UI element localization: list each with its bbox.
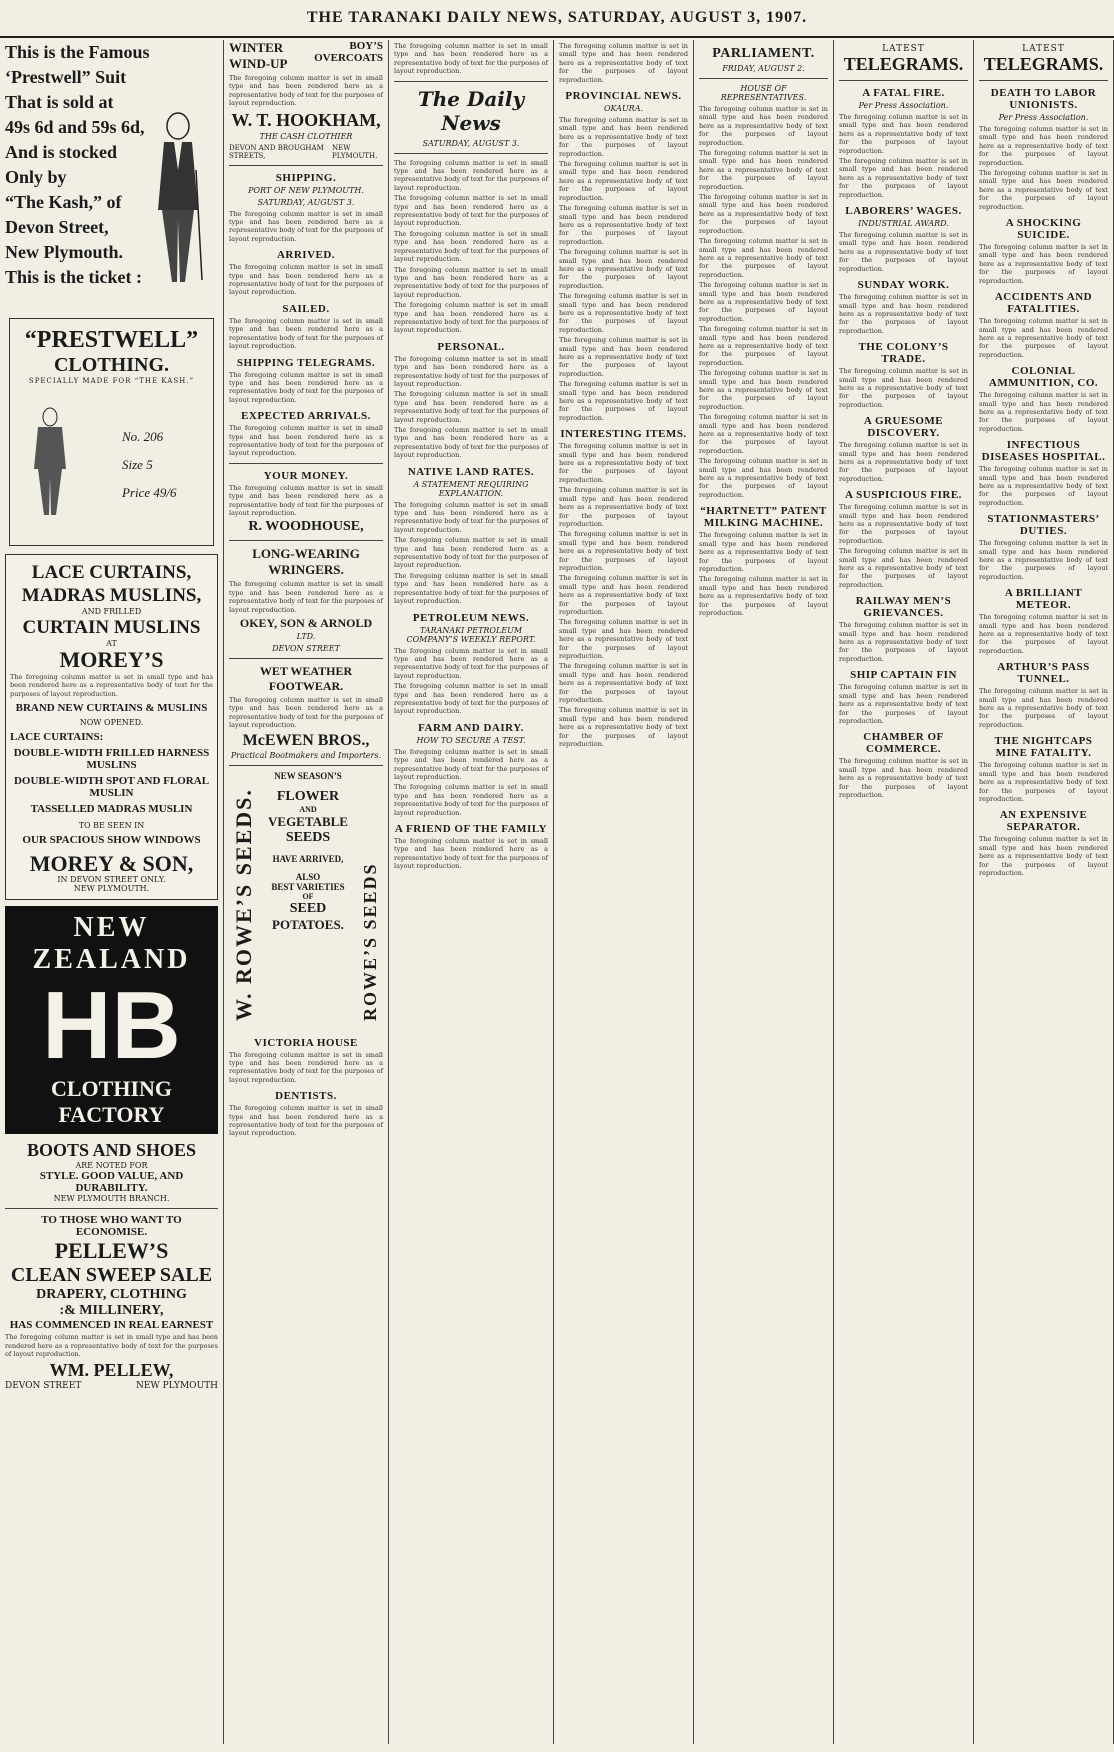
railway-heading: RAILWAY MEN’S GRIEVANCES. bbox=[855, 595, 952, 620]
morey-body: The foregoing column matter is set in small type and has been rendered here as a representative body of text for the purposes of layout reproduction. bbox=[10, 673, 213, 698]
petroleum-heading: PETROLEUM NEWS. bbox=[412, 611, 530, 624]
sunday-work-heading: SUNDAY WORK. bbox=[857, 279, 950, 292]
morey-ad bbox=[5, 554, 218, 900]
parliament-body: The foregoing column matter is set in small type and has been rendered here as a representative body of text for the purposes of layout reproduction. bbox=[699, 193, 828, 235]
double-frilled: DOUBLE-WIDTH FRILLED HARNESS MUSLINS bbox=[13, 747, 210, 772]
personal-body: The foregoing column matter is set in small type and has been rendered here as a representative body of text for the purposes of layout reproduction. bbox=[394, 390, 548, 424]
your-money-heading: YOUR MONEY. bbox=[263, 469, 349, 482]
expected-body: The foregoing column matter is set in small type and has been rendered here as a representative body of text for the purposes of layout reproduction. bbox=[229, 424, 383, 458]
okaura-body: The foregoing column matter is set in small type and has been rendered here as a representative body of text for the purposes of layout reproduction. bbox=[559, 292, 688, 334]
okey-son-arnold: OKEY, SON & ARNOLD bbox=[239, 616, 373, 630]
show-windows: OUR SPACIOUS SHOW WINDOWS bbox=[22, 834, 201, 847]
victoria-body: The foregoing column matter is set in small type and has been rendered here as a representative body of text for the purposes of layout reproduction. bbox=[229, 1050, 383, 1084]
latest-label: LATEST bbox=[882, 44, 925, 54]
commenced: HAS COMMENCED IN REAL EARNEST bbox=[9, 1319, 214, 1332]
petroleum-body: The foregoing column matter is set in small type and has been rendered here as a representative body of text for the purposes of layout reproduction. bbox=[394, 682, 548, 716]
okaura-body: The foregoing column matter is set in small type and has been rendered here as a representative body of text for the purposes of layout reproduction. bbox=[559, 336, 688, 378]
ship-captain-heading: SHIP CAPTAIN FIN bbox=[850, 669, 957, 682]
editorial-body: The foregoing column matter is set in small type and has been rendered here as a representative body of text for the purposes of layout reproduction. bbox=[394, 158, 548, 192]
column-advertisements bbox=[0, 40, 224, 1744]
sunday-body: The foregoing column matter is set in small type and has been rendered here as a representative body of text for the purposes of layout reproduction. bbox=[839, 293, 968, 335]
native-land-heading: NATIVE LAND RATES. bbox=[407, 465, 535, 478]
divider bbox=[229, 463, 383, 464]
telegrams-heading: TELEGRAMS. bbox=[983, 54, 1104, 74]
hartnett-heading: “HARTNETT” PATENT MILKING MACHINE. bbox=[700, 505, 827, 530]
wet-weather: WET WEATHER bbox=[259, 664, 353, 678]
editorial-body: The foregoing column matter is set in small type and has been rendered here as a representative body of text for the purposes of layout reproduction. bbox=[394, 301, 548, 335]
interesting-body: The foregoing column matter is set in small type and has been rendered here as a representative body of text for the purposes of layout reproduction. bbox=[559, 618, 688, 660]
divider bbox=[839, 80, 968, 81]
editorial-body: The foregoing column matter is set in small type and has been rendered here as a representative body of text for the purposes of layout reproduction. bbox=[394, 229, 548, 264]
prestwell-line: 49s 6d and 59s 6d, bbox=[5, 117, 145, 137]
parliament-body: The foregoing column matter is set in small type and has been rendered here as a representative body of text for the purposes of layout reproduction. bbox=[699, 413, 828, 455]
port-heading: PORT OF NEW PLYMOUTH. bbox=[248, 185, 364, 195]
death-body: The foregoing column matter is set in small type and has been rendered here as a representative body of text for the purposes of layout reproduction. bbox=[979, 169, 1108, 211]
arrived-body: The foregoing column matter is set in small type and has been rendered here as a representative body of text for the purposes of layout reproduction. bbox=[229, 263, 383, 297]
hookham-address: DEVON AND BROUGHAM STREETS, NEW PLYMOUTH. bbox=[229, 143, 378, 160]
interesting-body: The foregoing column matter is set in small type and has been rendered here as a representative body of text for the purposes of layout reproduction. bbox=[559, 442, 688, 484]
newspaper-title: THE TARANAKI DAILY NEWS, SATURDAY, AUGUST 3, 1907. bbox=[306, 9, 808, 26]
gruesome-body: The foregoing column matter is set in small type and has been rendered here as a representative body of text for the purposes of layout reproduction. bbox=[839, 441, 968, 483]
petroleum-sub: TARANAKI PETROLEUM COMPANY’S WEEKLY REPORT. bbox=[406, 625, 536, 644]
column-5 bbox=[694, 40, 834, 1744]
interesting-body: The foregoing column matter is set in small type and has been rendered here as a representative body of text for the purposes of layout reproduction. bbox=[559, 662, 688, 705]
qualities: STYLE. GOOD VALUE, AND DURABILITY. bbox=[39, 1170, 184, 1195]
now-opened: NOW OPENED. bbox=[79, 718, 144, 728]
parliament-body: The foregoing column matter is set in small type and has been rendered here as a representative body of text for the purposes of layout reproduction. bbox=[699, 105, 828, 147]
prestwell-line: Devon Street, bbox=[5, 217, 109, 237]
woodhouse-name: R. WOODHOUSE, bbox=[248, 519, 364, 535]
ticket-brand: “PRESTWELL” bbox=[24, 327, 199, 353]
farm-body: The foregoing column matter is set in small type and has been rendered here as a representative body of text for the purposes of layout reproduction. bbox=[394, 783, 548, 817]
rowe-seeds-ad bbox=[229, 771, 383, 1031]
column-6 bbox=[834, 40, 974, 1744]
interesting-body: The foregoing column matter is set in small type and has been rendered here as a representative body of text for the purposes of layout reproduction. bbox=[559, 530, 688, 572]
wringers-body: The foregoing column matter is set in small type and has been rendered here as a representative body of text for the purposes of layout reproduction. bbox=[229, 580, 383, 614]
divider bbox=[699, 78, 828, 79]
suspicious-body: The foregoing column matter is set in small type and has been rendered here as a representative body of text for the purposes of layout reproduction. bbox=[839, 503, 968, 545]
personal-body: The foregoing column matter is set in small type and has been rendered here as a representative body of text for the purposes of layout reproduction. bbox=[394, 426, 548, 460]
divider bbox=[394, 81, 548, 82]
editorial-body: The foregoing column matter is set in small type and has been rendered here as a representative body of text for the purposes of layout reproduction. bbox=[394, 265, 548, 299]
prestwell-line: And is stocked bbox=[5, 142, 118, 162]
long-wearing: LONG-WEARING bbox=[252, 546, 360, 562]
personal-body: The foregoing column matter is set in small type and has been rendered here as a representative body of text for the purposes of layout reproduction. bbox=[394, 354, 548, 388]
okaura-body: The foregoing column matter is set in small type and has been rendered here as a representative body of text for the purposes of layout reproduction. bbox=[559, 248, 688, 290]
cash-clothier: THE CASH CLOTHIER bbox=[259, 131, 353, 141]
hookham-name: W. T. HOOKHAM, bbox=[231, 109, 381, 130]
gruesome-heading: A GRUESOME DISCOVERY. bbox=[863, 415, 944, 440]
tasselled-madras: TASSELLED MADRAS MUSLIN bbox=[30, 803, 193, 816]
colony-trade-body: The foregoing column matter is set in small type and has been rendered here as a representative body of text for the purposes of layout reproduction. bbox=[839, 367, 968, 409]
nightcaps-heading: THE NIGHTCAPS MINE FATALITY. bbox=[994, 735, 1093, 760]
shipping-date: SATURDAY, AUGUST 3. bbox=[257, 197, 355, 207]
parliament-heading: PARLIAMENT. bbox=[712, 46, 815, 61]
accidents-body: The foregoing column matter is set in small type and has been rendered here as a representative body of text for the purposes of layout reproduction. bbox=[979, 317, 1108, 359]
death-body: The foregoing column matter is set in small type and has been rendered here as a representative body of text for the purposes of layout reproduction. bbox=[979, 125, 1108, 167]
prestwell-line: Only by bbox=[5, 167, 67, 187]
victoria-house: VICTORIA HOUSE bbox=[254, 1036, 358, 1049]
suicide-body: The foregoing column matter is set in small type and has been rendered here as a representative body of text for the purposes of layout reproduction. bbox=[979, 243, 1108, 285]
chamber-heading: CHAMBER OF COMMERCE. bbox=[863, 731, 944, 756]
clothing-factory-heading: CLOTHING FACTORY bbox=[50, 1076, 173, 1128]
okey-address: DEVON STREET bbox=[272, 644, 340, 653]
ticket-number: No. 206 bbox=[122, 429, 164, 444]
masthead bbox=[0, 0, 1114, 38]
stationmasters-body: The foregoing column matter is set in small type and has been rendered here as a representative body of text for the purposes of layout reproduction. bbox=[979, 539, 1108, 581]
house-heading: HOUSE OF REPRESENTATIVES. bbox=[720, 84, 807, 102]
laborers-wages-heading: LABORERS’ WAGES. bbox=[845, 205, 962, 218]
new-zealand-heading: NEW ZEALAND bbox=[32, 912, 191, 976]
farm-sub: HOW TO SECURE A TEST. bbox=[416, 735, 526, 745]
interesting-body: The foregoing column matter is set in small type and has been rendered here as a representative body of text for the purposes of layout reproduction. bbox=[559, 486, 688, 528]
shipping-telegrams-body: The foregoing column matter is set in small type and has been rendered here as a representative body of text for the purposes of layout reproduction. bbox=[229, 370, 383, 404]
ticket-size: Size 5 bbox=[122, 457, 153, 472]
economise: TO THOSE WHO WANT TO ECONOMISE. bbox=[41, 1214, 182, 1239]
ticket-price: Price 49/6 bbox=[122, 485, 177, 500]
railway-body: The foregoing column matter is set in small type and has been rendered here as a representative body of text for the purposes of layout reproduction. bbox=[839, 621, 968, 663]
footwear: FOOTWEAR. bbox=[268, 679, 344, 693]
hookham-body: The foregoing column matter is set in small type and has been rendered here as a representative body of text for the purposes of layout reproduction. bbox=[229, 74, 383, 108]
sailed-body: The foregoing column matter is set in small type and has been rendered here as a representative body of text for the purposes of layout reproduction. bbox=[229, 316, 383, 351]
okaura-body: The foregoing column matter is set in small type and has been rendered here as a representative body of text for the purposes of layout reproduction. bbox=[559, 204, 688, 246]
colonial-ammunition-heading: COLONIAL AMMUNITION, CO. bbox=[988, 365, 1099, 390]
drapery-clothing: DRAPERY, CLOTHING bbox=[36, 1287, 187, 1303]
editorial-date: SATURDAY, AUGUST 3. bbox=[422, 138, 520, 148]
morey-name: MOREY’S bbox=[59, 647, 164, 672]
suit-icon bbox=[20, 407, 80, 517]
prestwell-line: That is sold at bbox=[5, 92, 114, 112]
friend-family-heading: A FRIEND OF THE FAMILY bbox=[394, 823, 548, 835]
parliament-body: The foregoing column matter is set in small type and has been rendered here as a representative body of text for the purposes of layout reproduction. bbox=[699, 457, 828, 499]
fatal-fire-body: The foregoing column matter is set in small type and has been rendered here as a representative body of text for the purposes of layout reproduction. bbox=[839, 113, 968, 155]
mcewen-bros: McEWEN BROS., bbox=[242, 731, 370, 749]
separator-heading: AN EXPENSIVE SEPARATOR. bbox=[999, 809, 1088, 834]
suspicious-fire-heading: A SUSPICIOUS FIRE. bbox=[845, 489, 962, 502]
bootmakers: Practical Bootmakers and Importers. bbox=[230, 750, 382, 760]
boots-shoes: BOOTS AND SHOES bbox=[26, 1140, 197, 1161]
col4-top-text: The foregoing column matter is set in small type and has been rendered here as a representative body of text for the purposes of layout reproduction. bbox=[559, 42, 688, 84]
sailed-heading: SAILED. bbox=[282, 302, 330, 315]
native-statement: A STATEMENT REQUIRING EXPLANATION. bbox=[413, 479, 529, 498]
stationmasters-heading: STATIONMASTERS’ DUTIES. bbox=[987, 513, 1100, 538]
shocking-suicide-heading: A SHOCKING SUICIDE. bbox=[1005, 217, 1082, 242]
clean-sweep-sale: CLEAN SWEEP SALE bbox=[10, 1264, 213, 1287]
shipping-telegrams-heading: SHIPPING TELEGRAMS. bbox=[236, 356, 376, 369]
okaura-body: The foregoing column matter is set in small type and has been rendered here as a representative body of text for the purposes of layout reproduction. bbox=[559, 116, 688, 158]
shipping-heading: SHIPPING. bbox=[275, 171, 337, 184]
nz-branch: NEW PLYMOUTH BRANCH. bbox=[53, 1194, 170, 1204]
prestwell-line: This is the Famous bbox=[5, 42, 150, 62]
parliament-body: The foregoing column matter is set in small type and has been rendered here as a representative body of text for the purposes of layout reproduction. bbox=[699, 325, 828, 367]
parliament-body: The foregoing column matter is set in small type and has been rendered here as a representative body of text for the purposes of layout reproduction. bbox=[699, 369, 828, 411]
to-be-seen: TO BE SEEN IN bbox=[78, 821, 145, 831]
interesting-body: The foregoing column matter is set in small type and has been rendered here as a representative body of text for the purposes of layout reproduction. bbox=[559, 574, 688, 616]
boots-shoes-ad bbox=[5, 1140, 218, 1203]
nz-clothing-factory-ad bbox=[5, 906, 218, 1134]
hookham-ad-top bbox=[229, 40, 383, 72]
prestwell-line: This is the ticket : bbox=[5, 267, 142, 287]
shipping-body: The foregoing column matter is set in small type and has been rendered here as a representative body of text for the purposes of layout reproduction. bbox=[229, 209, 383, 243]
okaura-body: The foregoing column matter is set in small type and has been rendered here as a representative body of text for the purposes of layout reproduction. bbox=[559, 380, 688, 422]
and-frilled: AND FRILLED bbox=[81, 607, 142, 616]
hartnett-body: The foregoing column matter is set in small type and has been rendered here as a representative body of text for the purposes of layout reproduction. bbox=[699, 575, 828, 617]
petroleum-body: The foregoing column matter is set in small type and has been rendered here as a representative body of text for the purposes of layout reproduction. bbox=[394, 646, 548, 680]
infectious-heading: INFECTIOUS DISEASES HOSPITAL. bbox=[981, 439, 1106, 464]
colony-trade-heading: THE COLONY’S TRADE. bbox=[858, 341, 949, 366]
curtain-muslins-heading: CURTAIN MUSLINS bbox=[22, 617, 201, 638]
meteor-heading: A BRILLIANT METEOR. bbox=[1004, 587, 1083, 612]
morey-son: MOREY & SON, bbox=[29, 851, 194, 877]
suspicious-body: The foregoing column matter is set in small type and has been rendered here as a representative body of text for the purposes of layout reproduction. bbox=[839, 547, 968, 589]
divider bbox=[979, 80, 1108, 81]
expected-arrivals-heading: EXPECTED ARRIVALS. bbox=[241, 410, 371, 423]
hartnett-body: The foregoing column matter is set in small type and has been rendered here as a representative body of text for the purposes of layout reproduction. bbox=[699, 531, 828, 573]
prestwell-line: New Plymouth. bbox=[5, 242, 123, 262]
morey-town: NEW PLYMOUTH. bbox=[73, 884, 150, 894]
dentists-body: The foregoing column matter is set in small type and has been rendered here as a representative body of text for the purposes of layout reproduction. bbox=[229, 1104, 383, 1138]
chamber-body: The foregoing column matter is set in small type and has been rendered here as a representative body of text for the purposes of layout reproduction. bbox=[839, 757, 968, 799]
pellew-body: The foregoing column matter is set in small type and has been rendered here as a representative body of text for the purposes of layout reproduction. bbox=[5, 1333, 218, 1359]
telegrams-heading: TELEGRAMS. bbox=[843, 54, 964, 74]
parliament-body: The foregoing column matter is set in small type and has been rendered here as a representative body of text for the purposes of layout reproduction. bbox=[699, 281, 828, 323]
gentleman-illustration bbox=[150, 110, 206, 290]
interesting-items-heading: INTERESTING ITEMS. bbox=[560, 428, 687, 441]
meteor-body: The foregoing column matter is set in small type and has been rendered here as a representative body of text for the purposes of layout reproduction. bbox=[979, 613, 1108, 655]
death-labor-heading: DEATH TO LABOR UNIONISTS. bbox=[990, 87, 1097, 111]
prestwell-line: ‘Prestwell” Suit bbox=[5, 67, 127, 87]
infectious-body: The foregoing column matter is set in small type and has been rendered here as a representative body of text for the purposes of layout reproduction. bbox=[979, 465, 1108, 507]
hb-logo: HB bbox=[42, 972, 181, 1080]
footwear-body: The foregoing column matter is set in small type and has been rendered here as a representative body of text for the purposes of layout reproduction. bbox=[229, 696, 383, 730]
parliament-date: FRIDAY, AUGUST 2. bbox=[722, 64, 805, 73]
okey-ltd: LTD. bbox=[296, 632, 316, 641]
latest-label: LATEST bbox=[1022, 44, 1065, 54]
okaura-heading: OKAURA. bbox=[603, 104, 644, 114]
col3-top-text: The foregoing column matter is set in small type and has been rendered here as a representative body of text for the purposes of layout reproduction. bbox=[394, 42, 548, 76]
madras-muslins-heading: MADRAS MUSLINS, bbox=[21, 585, 202, 606]
divider bbox=[5, 1208, 218, 1209]
wringers: WRINGERS. bbox=[268, 562, 344, 578]
winter-wind-up: WINTER WIND-UP bbox=[229, 40, 288, 71]
farm-body: The foregoing column matter is set in small type and has been rendered here as a representative body of text for the purposes of layout reproduction. bbox=[394, 747, 548, 781]
separator-body: The foregoing column matter is set in small type and has been rendered here as a representative body of text for the purposes of layout reproduction. bbox=[979, 835, 1108, 877]
arrived-heading: ARRIVED. bbox=[276, 249, 336, 262]
nightcaps-body: The foregoing column matter is set in small type and has been rendered here as a representative body of text for the purposes of layout reproduction. bbox=[979, 761, 1108, 803]
the-daily-news-title: The Daily News bbox=[417, 86, 525, 135]
at-label: AT bbox=[106, 639, 117, 648]
pellew-name: PELLEW’S bbox=[54, 1238, 169, 1264]
per-press: Per Press Association. bbox=[858, 101, 949, 110]
laborers-body: The foregoing column matter is set in small type and has been rendered here as a representative body of text for the purposes of layout reproduction. bbox=[839, 231, 968, 273]
per-press: Per Press Association. bbox=[998, 113, 1089, 122]
brand-new: BRAND NEW CURTAINS & MUSLINS bbox=[15, 702, 208, 715]
pellew-address: DEVON STREET NEW PLYMOUTH bbox=[5, 1381, 218, 1392]
wm-pellew: WM. PELLEW, bbox=[49, 1360, 174, 1381]
column-7 bbox=[974, 40, 1114, 1744]
fatal-fire-heading: A FATAL FIRE. bbox=[862, 87, 945, 99]
arthur-body: The foregoing column matter is set in small type and has been rendered here as a representative body of text for the purposes of layout reproduction. bbox=[979, 687, 1108, 729]
native-body: The foregoing column matter is set in small type and has been rendered here as a representative body of text for the purposes of layout reproduction. bbox=[394, 571, 548, 606]
millinery: :& MILLINERY, bbox=[59, 1303, 164, 1319]
dentists-heading: DENTISTS. bbox=[275, 1090, 337, 1103]
seeds-text: NEW SEASON’S FLOWER AND VEGETABLE SEEDS HAVE ARRIVED, ALSO BEST VARIETIES OF SEED POTATOES. bbox=[268, 770, 348, 932]
industrial-award: INDUSTRIAL AWARD. bbox=[858, 219, 949, 229]
arthurs-pass-heading: ARTHUR’S PASS TUNNEL. bbox=[997, 661, 1090, 686]
personal-heading: PERSONAL. bbox=[437, 340, 505, 353]
parliament-body: The foregoing column matter is set in small type and has been rendered here as a representative body of text for the purposes of layout reproduction. bbox=[699, 149, 828, 191]
divider bbox=[394, 153, 548, 154]
rowe-vertical-left: W. ROWE’S SEEDS. bbox=[231, 787, 256, 1021]
native-body: The foregoing column matter is set in small type and has been rendered here as a representative body of text for the purposes of layout reproduction. bbox=[394, 536, 548, 570]
rowe-vertical-right: ROWE’S SEEDS bbox=[360, 862, 380, 1021]
prestwell-line: “The Kash,” of bbox=[5, 192, 122, 212]
column-2 bbox=[224, 40, 389, 1744]
noted-for: ARE NOTED FOR bbox=[75, 1161, 148, 1171]
devon-street-only: IN DEVON STREET ONLY. bbox=[57, 875, 166, 885]
your-money-body: The foregoing column matter is set in small type and has been rendered here as a representative body of text for the purposes of layout reproduction. bbox=[229, 483, 383, 517]
ammunition-body: The foregoing column matter is set in small type and has been rendered here as a representative body of text for the purposes of layout reproduction. bbox=[979, 391, 1108, 433]
farm-dairy-heading: FARM AND DAIRY. bbox=[418, 721, 524, 734]
accidents-heading: ACCIDENTS AND FATALITIES. bbox=[994, 291, 1093, 316]
divider bbox=[229, 658, 383, 659]
ticket-brand-clothing: CLOTHING. bbox=[53, 354, 170, 376]
fatal-fire-body: The foregoing column matter is set in small type and has been rendered here as a representative body of text for the purposes of layout reproduction. bbox=[839, 157, 968, 199]
provincial-news-heading: PROVINCIAL NEWS. bbox=[565, 90, 682, 103]
lace-curtains-label: LACE CURTAINS: bbox=[10, 731, 104, 744]
column-4 bbox=[554, 40, 694, 1744]
native-body: The foregoing column matter is set in small type and has been rendered here as a representative body of text for the purposes of layout reproduction. bbox=[394, 500, 548, 534]
pellew-ad bbox=[5, 1214, 218, 1391]
ship-captain-body: The foregoing column matter is set in small type and has been rendered here as a representative body of text for the purposes of layout reproduction. bbox=[839, 683, 968, 725]
lace-curtains-heading: LACE CURTAINS, bbox=[31, 562, 192, 583]
okaura-body: The foregoing column matter is set in small type and has been rendered here as a representative body of text for the purposes of layout reproduction. bbox=[559, 160, 688, 202]
double-spot: DOUBLE-WIDTH SPOT AND FLORAL MUSLIN bbox=[13, 775, 210, 800]
interesting-body: The foregoing column matter is set in small type and has been rendered here as a representative body of text for the purposes of layout reproduction. bbox=[559, 706, 688, 749]
column-3 bbox=[389, 40, 554, 1744]
boys-overcoats: BOY’S OVERCOATS bbox=[314, 40, 383, 64]
prestwell-ad bbox=[5, 40, 218, 310]
friend-body: The foregoing column matter is set in small type and has been rendered here as a representative body of text for the purposes of layout reproduction. bbox=[394, 837, 548, 871]
editorial-body: The foregoing column matter is set in small type and has been rendered here as a representative body of text for the purposes of layout reproduction. bbox=[394, 194, 548, 228]
divider bbox=[229, 765, 383, 766]
divider bbox=[229, 540, 383, 541]
prestwell-ticket bbox=[9, 318, 214, 546]
parliament-body: The foregoing column matter is set in small type and has been rendered here as a representative body of text for the purposes of layout reproduction. bbox=[699, 237, 828, 279]
ticket-made-for: SPECIALLY MADE FOR “THE KASH.” bbox=[28, 377, 195, 385]
divider bbox=[229, 165, 383, 166]
